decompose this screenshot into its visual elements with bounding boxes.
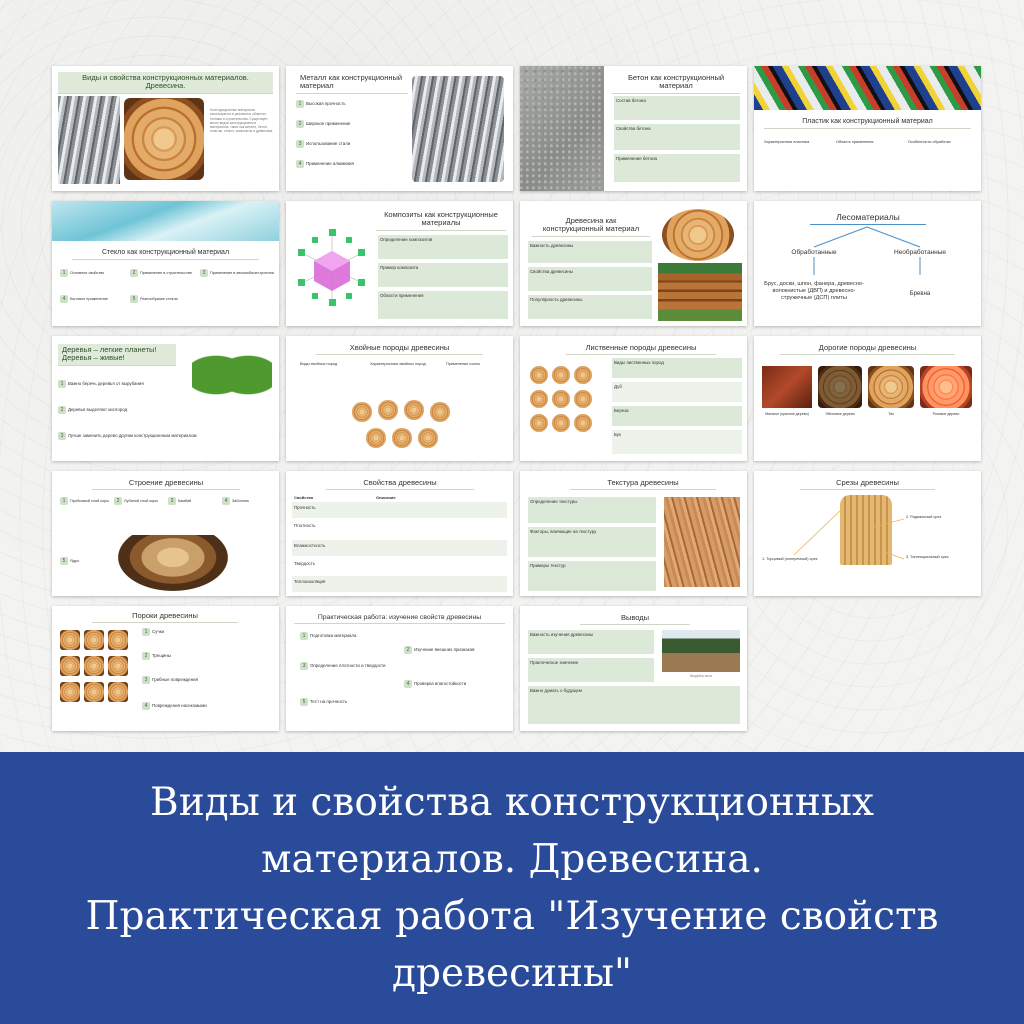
info-box: Применение бетона <box>614 154 740 182</box>
wood-label: Махагон (красное дерево) <box>765 412 809 416</box>
defect-sample <box>84 656 104 676</box>
list-item: 3 Грибные повреждения <box>142 676 198 684</box>
cut-pointer-lines <box>754 471 981 596</box>
slide-title: Хвойные породы древесины <box>316 342 483 355</box>
list-item: 2 Деревья выделяют кислород <box>58 406 248 414</box>
list-item: 2 Лубяной слой коры <box>114 497 164 505</box>
slide-trees-are-alive <box>52 336 279 461</box>
defect-sample <box>108 682 128 702</box>
list-item: 4 Повреждения насекомыми <box>142 702 207 710</box>
banner-line: материалов. Древесина. <box>261 837 763 882</box>
info-box: Важность древесины <box>528 241 652 263</box>
slide-text: Конструкционные материалы используются в различных областях техники и строительства. Существует много видов конструкционных материалов, таких как металл, бетон, пластик, стекло, композиты и древесина. <box>210 108 274 134</box>
wood-label: Тик <box>888 412 894 416</box>
wood-sample <box>352 402 372 422</box>
list-item: 2 Изучение внешних признаков <box>404 646 475 654</box>
cut-label: 1. Торцовый (поперечный) срез <box>762 557 818 561</box>
column-heading: Характеристики хвойных пород <box>370 362 426 366</box>
info-box: Области применения <box>378 291 508 319</box>
wood-label: Эбеновое дерево <box>825 412 855 416</box>
info-box: Определение текстуры <box>528 497 656 523</box>
table-cell: Твердость <box>294 561 316 566</box>
banner-line: древесины" <box>392 951 632 996</box>
info-box: Важность изучения древесины <box>528 630 654 654</box>
info-box: Бук <box>612 430 742 454</box>
slide-title: Строение древесины <box>92 477 240 490</box>
slide-title: Металл как конструкционный материал <box>296 72 408 94</box>
slide-glass <box>52 201 279 326</box>
info-box: Популярность древесины <box>528 295 652 319</box>
slide-types-of-materials <box>52 66 279 191</box>
unprocessed-description: Бревна <box>909 291 931 297</box>
slide-wood-properties <box>286 471 513 596</box>
wood-sample <box>574 390 592 408</box>
wood-sample <box>404 400 424 420</box>
steel-rods-image <box>412 76 504 182</box>
slide-concrete <box>520 66 747 191</box>
rosewood-image <box>920 366 972 408</box>
list-item: 3 Определение плотности и твердости <box>300 662 385 670</box>
list-item: 5 Тест на прочность <box>300 698 347 706</box>
list-item: 4 Проверка влагостойкости <box>404 680 466 688</box>
defect-sample <box>60 630 80 650</box>
list-item: 2 Трещины <box>142 652 171 660</box>
slide-title: Виды и свойства конструкционных материалов. Древесина. <box>58 72 273 94</box>
info-box: Пример композита <box>378 263 508 287</box>
wood-sample <box>418 428 438 448</box>
slide-title: Композиты как конструкционные материалы <box>376 209 506 231</box>
teak-image <box>868 366 914 408</box>
list-item: 1 Подготовка материала <box>300 632 356 640</box>
list-item: 4 Бытовое применение <box>60 295 126 303</box>
table-cell: Теплоизоляция <box>294 579 326 584</box>
info-box: Практическое значение <box>528 658 654 682</box>
list-item: 3 Применение в автомобилестроении <box>200 269 274 277</box>
log-house-image <box>658 263 742 321</box>
table-cell: Прочность <box>294 505 316 510</box>
column-heading: Применение сосны <box>446 362 481 366</box>
glass-panels-image <box>52 201 279 241</box>
slide-title: Пластик как конструкционный материал <box>764 116 971 129</box>
table-cell: Плотность <box>294 523 316 528</box>
slide-deciduous <box>520 336 747 461</box>
list-item: 4 Применение алюминия <box>296 160 354 168</box>
slide-title: Древесина как конструкционный материал <box>532 215 650 237</box>
defect-sample <box>84 630 104 650</box>
wood-cut-image <box>124 98 204 180</box>
composite-lattice-icon <box>294 223 370 313</box>
image-caption: Вырубка леса <box>690 674 712 678</box>
slide-title: Стекло как конструкционный материал <box>72 247 259 260</box>
defect-sample <box>60 656 80 676</box>
table-row <box>292 502 507 518</box>
list-item: 1 Пробковый слой коры <box>60 497 110 505</box>
banner-title <box>22 774 1002 1002</box>
column-heading: Характеристики пластика <box>764 140 810 144</box>
slide-title: Пороки древесины <box>92 610 238 623</box>
table-cell: Влажностность <box>294 543 326 548</box>
defect-sample <box>108 656 128 676</box>
info-box: Состав бетона <box>614 96 740 120</box>
slide-plastic <box>754 66 981 191</box>
info-box: Виды лиственных пород <box>612 358 742 378</box>
tree-diagram-lines <box>754 201 981 326</box>
list-item: 3 Использование стали <box>296 140 350 148</box>
deforestation-image <box>662 630 740 672</box>
list-item: 1 Основное свойство <box>60 269 126 277</box>
banner-line: Виды и свойства конструкционных <box>150 780 874 825</box>
wood-sample <box>430 402 450 422</box>
column-heading: Виды хвойных пород <box>300 362 338 366</box>
slide-title: Дорогие породы древесины <box>780 342 955 355</box>
list-item: 1 Высокая прочность <box>296 100 346 108</box>
defect-sample <box>84 682 104 702</box>
slide-wood-structure <box>52 471 279 596</box>
slide-title: Текстура древесины <box>570 477 716 490</box>
wood-sample <box>378 400 398 420</box>
wood-sample <box>552 366 570 384</box>
list-item: 3 Лучше заменить дерево другим конструкционным материалом <box>58 432 273 440</box>
metal-bars-image <box>58 96 120 184</box>
wood-sample <box>552 414 570 432</box>
slide-coniferous <box>286 336 513 461</box>
info-box: Важно думать о будущем <box>528 686 740 724</box>
defect-sample <box>60 682 80 702</box>
cut-label: 3. Тангенциальный срез <box>906 555 949 559</box>
slide-precious-wood <box>754 336 981 461</box>
log-cut-image <box>662 209 734 261</box>
info-box: Свойства бетона <box>614 124 740 150</box>
trunk-cross-section-image <box>118 535 228 591</box>
banner-line: Практическая работа "Изучение свойств <box>85 894 939 939</box>
concrete-block-image <box>520 66 604 191</box>
info-box: Факторы, влияющие на текстуру <box>528 527 656 557</box>
column-heading: Область применения <box>836 140 874 144</box>
slide-title: Срезы древесины <box>800 477 935 490</box>
lungs-tree-image <box>192 340 272 410</box>
info-box: Свойства древесины <box>528 267 652 291</box>
category-unprocessed: Необработанные <box>893 249 947 256</box>
wood-texture-image <box>664 497 740 587</box>
wood-sample <box>530 390 548 408</box>
slide-metal <box>286 66 513 191</box>
category-processed: Обработанные <box>791 249 837 256</box>
list-item: 5 Ядро <box>60 557 110 565</box>
wood-label: Розовое дерево <box>932 412 960 416</box>
slide-wood-defects <box>52 606 279 731</box>
wood-sample <box>530 366 548 384</box>
slide-timber <box>754 201 981 326</box>
slide-title: Бетон как конструкционный материал <box>612 72 740 94</box>
slide-title: Свойства древесины <box>326 477 474 490</box>
plastic-sheets-image <box>754 66 981 110</box>
slide-title: Практическая работа: изучение свойств древесины <box>294 612 505 624</box>
title-banner <box>0 752 1024 1024</box>
slide-wood-texture <box>520 471 747 596</box>
list-item: 1 Сучки <box>142 628 164 636</box>
wood-sample <box>574 414 592 432</box>
slide-title: Выводы <box>580 612 690 625</box>
slide-composites <box>286 201 513 326</box>
slide-conclusions <box>520 606 747 731</box>
defect-sample <box>108 630 128 650</box>
info-box: Береза <box>612 406 742 426</box>
table-header: Свойство <box>294 495 314 500</box>
slide-title: Лиственные породы древесины <box>566 342 716 355</box>
wood-sample <box>530 414 548 432</box>
mahogany-image <box>762 366 812 408</box>
wood-sample <box>552 390 570 408</box>
ebony-image <box>818 366 862 408</box>
slides-collage <box>52 66 982 731</box>
list-item: 4 Заболонь <box>222 497 274 505</box>
processed-description: Брус, доски, шпон, фанера, древесно-волокнистые (ДВП) и древесно-стружечные (ДСП) плиты <box>764 281 864 301</box>
list-item: 3 Камбий <box>168 497 218 505</box>
list-item: 5 Разнообразие стекла <box>130 295 200 303</box>
info-box: Дуб <box>612 382 742 402</box>
info-box: Примеры текстур <box>528 561 656 591</box>
cut-label: 2. Радиальный срез <box>906 515 942 519</box>
wood-sample <box>574 366 592 384</box>
wood-sample <box>366 428 386 448</box>
list-item: 2 Широкое применение <box>296 120 350 128</box>
list-item: 1 Важно беречь деревья от вырубания <box>58 380 248 388</box>
info-box: Определение композитов <box>378 235 508 259</box>
slide-wood-cuts <box>754 471 981 596</box>
table-header: Описание <box>376 495 396 500</box>
wood-sample <box>392 428 412 448</box>
column-heading: Особенности обработки <box>908 140 951 144</box>
slide-title: Деревья – легкие планеты! Деревья – живые! <box>58 344 176 366</box>
slide-title: Лесоматериалы <box>810 211 926 225</box>
list-item: 2 Применение в строительстве <box>130 269 196 277</box>
slide-wood-material <box>520 201 747 326</box>
slide-practical-work <box>286 606 513 731</box>
